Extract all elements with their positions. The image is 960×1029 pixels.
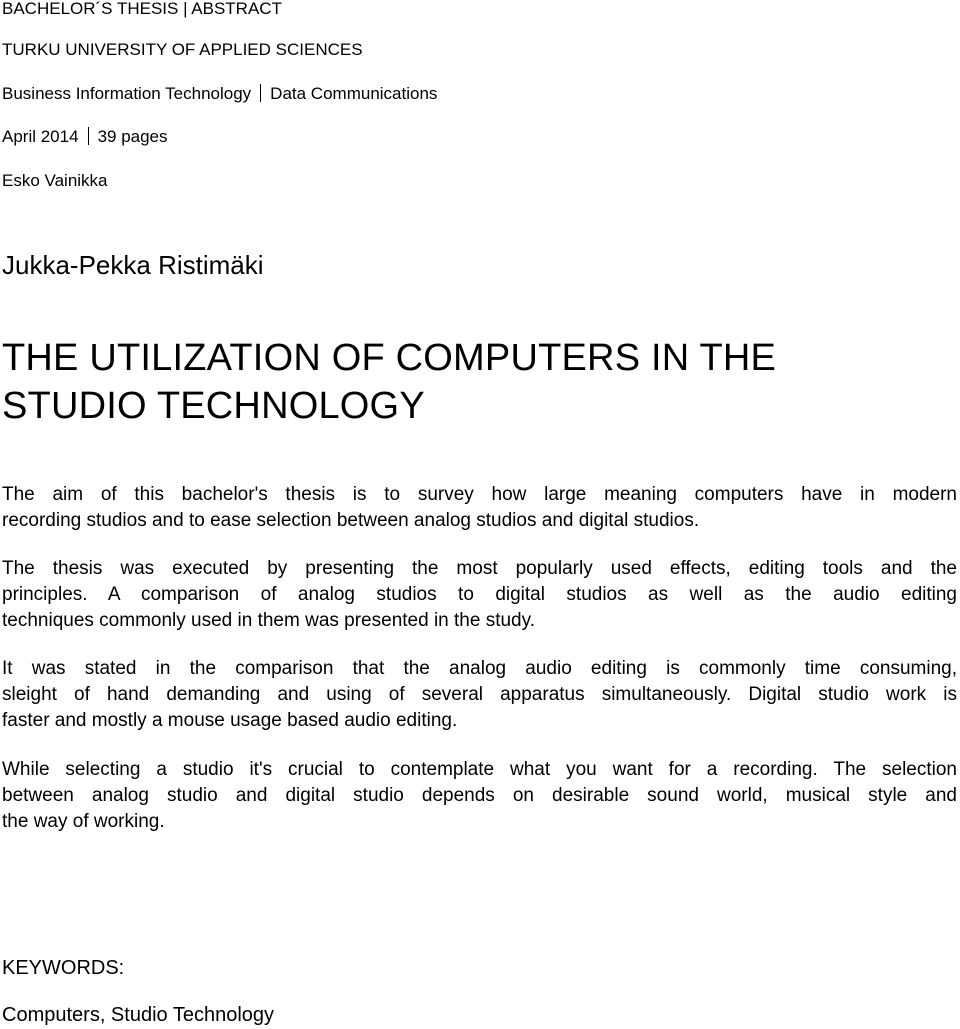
separator (260, 84, 261, 102)
abstract-paragraph-2 (2, 556, 957, 634)
abstract-line: the way of working. (2, 811, 165, 832)
abstract-paragraph-3 (2, 656, 957, 734)
abstract-line: between analog studio and digital studio depends on desirable sound world, musical style and (2, 785, 957, 806)
thesis-title (2, 334, 776, 430)
abstract-line: While selecting a studio it's crucial to contemplate what you want for a recording. The selection (2, 759, 957, 780)
keywords-label: KEYWORDS: (2, 957, 125, 979)
abstract-line: recording studios and to ease selection between analog studios and digital studios. (2, 510, 700, 531)
thesis-date: April 2014 (2, 127, 79, 146)
programme-name: Business Information Technology (2, 84, 252, 103)
date-pages-line (2, 127, 168, 147)
thesis-title-line-2: STUDIO TECHNOLOGY (2, 385, 425, 427)
thesis-title-line-1: THE UTILIZATION OF COMPUTERS IN THE (2, 337, 777, 379)
degree-programme-line (2, 84, 437, 104)
abstract-paragraph-4 (2, 757, 957, 835)
keywords-value: Computers, Studio Technology (2, 1004, 275, 1026)
institution-name: TURKU UNIVERSITY OF APPLIED SCIENCES (2, 40, 363, 59)
abstract-line: principles. A comparison of analog studios to digital studios as well as the audio editing (2, 584, 957, 605)
abstract-line: sleight of hand demanding and using of several apparatus simultaneously. Digital studio work is (2, 684, 957, 705)
abstract-line: faster and mostly a mouse usage based audio editing. (2, 710, 458, 731)
page-count: 39 pages (97, 127, 168, 146)
abstract-paragraph-1 (2, 482, 957, 534)
author-name: Jukka-Pekka Ristimäki (2, 250, 264, 280)
abstract-type-heading: BACHELOR´S THESIS | ABSTRACT (2, 0, 282, 18)
abstract-line: The thesis was executed by presenting the most popularly used effects, editing tools and the (2, 558, 957, 579)
abstract-line: The aim of this bachelor's thesis is to survey how large meaning computers have in modern (2, 484, 957, 505)
abstract-line: techniques commonly used in them was presented in the study. (2, 610, 535, 631)
abstract-line: It was stated in the comparison that the analog audio editing is commonly time consuming, (2, 658, 957, 679)
specialization-name: Data Communications (270, 84, 438, 103)
separator (88, 127, 89, 145)
supervisor-name: Esko Vainikka (2, 171, 108, 190)
